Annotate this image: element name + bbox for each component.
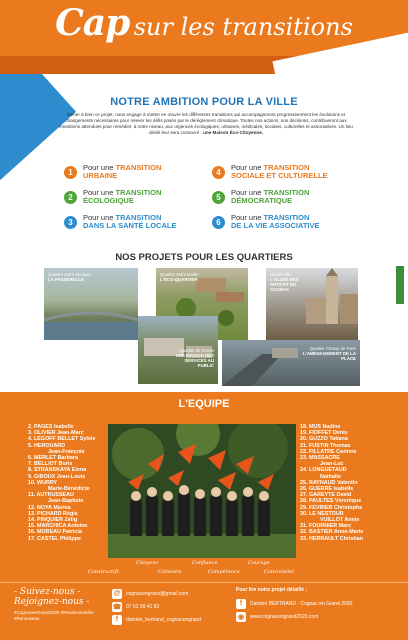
team-member: 27. GAREYTE David	[300, 492, 352, 499]
value-word: Courage	[248, 560, 270, 566]
project-quartier: Quartier Saint Jacques	[48, 272, 91, 277]
project-photo-crouin	[138, 316, 218, 384]
team-member: 4. LEGOFF BELLET Sylvie	[28, 436, 96, 443]
team-member: 30. LE NESTOUR	[300, 510, 344, 517]
transition-word: TRANSITION	[263, 162, 310, 172]
team-member: 28. PAULTES Véronique	[300, 498, 362, 505]
pour-text: Pour une	[83, 187, 114, 197]
ambition-text-2: Un lieu dédié leur sera consacré :	[148, 124, 353, 135]
team-member: Jean-François	[48, 448, 85, 455]
team-list-right	[300, 424, 406, 542]
fb-page-link[interactable]: Damien BERTRAND - Cognac en Grand 2020	[250, 600, 353, 607]
follow-block	[14, 587, 100, 621]
project-photo-passerelle	[44, 268, 138, 340]
phone-row[interactable]	[112, 600, 224, 613]
team-member: 2. PAGES Isabelle	[28, 424, 74, 430]
value-word: Constructifs	[88, 569, 120, 575]
mail-icon: @	[113, 590, 121, 597]
value-word: Compétence	[208, 569, 240, 575]
team-member: 16. MOREAU Patricia	[28, 529, 82, 536]
pour-text: Pour une	[83, 162, 114, 172]
team-member: 17. CASTEL Philippe	[28, 535, 81, 542]
projects-title: NOS PROJETS POUR LES QUARTIERS	[115, 252, 293, 263]
project-label	[296, 346, 356, 361]
team-member: 25. RAYNAUD Valentin	[300, 479, 358, 486]
project-name: UNE MAISON DES SERVICES AU PUBLIC	[175, 353, 214, 368]
team-member: 5. HEROUARD	[28, 442, 66, 449]
team-member: 26. GUERRE Isabelle	[300, 486, 354, 493]
number-badge: 6	[212, 216, 225, 229]
team-photo-illustration	[108, 424, 296, 558]
number-badge: 2	[64, 191, 77, 204]
contact-block	[112, 587, 224, 626]
value-word: Convivialité	[264, 569, 295, 575]
transition-label	[83, 214, 176, 231]
transition-label	[83, 164, 161, 181]
transition-word: TRANSITION	[115, 187, 162, 197]
fb-page-row[interactable]	[236, 597, 396, 610]
projects-section	[0, 240, 408, 388]
transition-word: TRANSITION	[115, 212, 162, 222]
ambition-text-1: Mener à bien ce projet, nous engage à mettre en œuvre les différentes transitions qui accompagneront progressivement les évolutions et changements nécessaires pour relever les défis posés par le dérèglement climatique. Toutes nos actions, nos décisions, contribueront aux transitions attendues pour remédier, à notre niveau, aux urgences écologiques, urbaines, médicales, sociales, culturelles et associatives.	[59, 112, 347, 129]
facebook-row[interactable]	[112, 613, 224, 626]
ambition-title: NOTRE AMBITION POUR LA VILLE	[110, 96, 298, 108]
transition-label	[231, 164, 328, 181]
number-badge: 4	[212, 166, 225, 179]
team-member: 7. BELLIOT Boris	[28, 461, 73, 468]
follow-line-1: - Suivez-nous -	[14, 587, 81, 597]
project-name: L'ALLÉE DES ARTS ET DU COGNAC	[270, 277, 299, 292]
transition-name: DE LA VIE ASSOCIATIVE	[231, 221, 320, 230]
team-member: 13. PICHARD Régis	[28, 510, 78, 517]
transition-label	[231, 214, 319, 231]
facebook-handle[interactable]: damien_bertrand_cognacengrand	[126, 616, 202, 623]
value-word: Cohésion	[158, 569, 182, 575]
equipe-section	[0, 392, 408, 582]
transition-word: TRANSITION	[263, 212, 310, 222]
project-label	[160, 272, 200, 282]
number-badge: 1	[64, 166, 77, 179]
transition-item	[64, 185, 214, 209]
transition-item	[212, 160, 362, 184]
team-member: Nathalie	[320, 473, 341, 480]
title-main: Cap	[55, 2, 130, 44]
facebook-icon: f	[236, 599, 246, 609]
transition-word: TRANSITION	[263, 187, 310, 197]
globe-icon: ◉	[237, 613, 245, 621]
team-member: Jean-Luc	[320, 461, 344, 468]
pour-text: Pour une	[231, 162, 262, 172]
project-name: L'AMÉNAGEMENT DE LA PLACE	[303, 351, 356, 361]
phone-number[interactable]: 07 62 99 41 82	[126, 603, 160, 610]
transition-name: ÉCOLOGIQUE	[83, 196, 134, 205]
team-member: VUILLOT Annie	[320, 517, 360, 524]
transitions-list	[64, 160, 364, 234]
team-member: 18. MUS Nadine	[300, 424, 341, 430]
value-word: Confiance	[192, 560, 218, 566]
team-member: Jean-Baptiste	[48, 498, 84, 505]
side-badge	[396, 266, 404, 304]
team-member: 3. OLIVIER Jean-Marc	[28, 430, 84, 437]
hashtags: #CognacenGrand2020 #Rendezmoiville #Renouveau	[14, 610, 94, 621]
pour-text: Pour une	[83, 212, 114, 222]
value-word: Citoyens	[136, 560, 159, 566]
number-badge: 5	[212, 191, 225, 204]
team-member: 32. BASTIER Anne-Marie	[300, 529, 364, 536]
team-member: 20. GUZZO Tatiana	[300, 436, 348, 443]
transition-item	[212, 210, 362, 234]
project-name: L'ÉCO-QUARTIER	[160, 277, 198, 282]
transition-label	[83, 189, 161, 206]
team-member: 8. STRANSKAYA Elena	[28, 467, 87, 474]
transition-name: URBAINE	[83, 171, 118, 180]
team-member: 11. AUTRUSSEAU	[28, 492, 74, 499]
values-words	[88, 560, 296, 580]
team-member: 22. FILLATRE Corinne	[300, 448, 357, 455]
pour-text: Pour une	[231, 212, 262, 222]
transition-name: SOCIALE ET CULTURELLE	[231, 171, 328, 180]
ambition-paragraph	[56, 112, 356, 136]
transition-item	[64, 160, 214, 184]
ambition-section	[0, 74, 408, 240]
project-label	[270, 272, 310, 292]
transition-item	[212, 185, 362, 209]
website-row[interactable]	[236, 610, 396, 623]
more-block	[236, 587, 396, 623]
team-member: 31. FOURNIER Marc	[300, 523, 352, 530]
team-member: 33. HERRAULT Christian	[300, 535, 364, 542]
project-photo-allee	[266, 268, 358, 340]
phone-icon: ☎	[112, 603, 122, 611]
team-photo	[108, 424, 296, 558]
team-member: 29. FEVRIER Christophe	[300, 504, 363, 511]
team-member: 12. NOYA Marina	[28, 504, 71, 511]
team-member: 21. FUSTIN Thomas	[300, 442, 351, 449]
project-label	[172, 348, 214, 368]
team-member: 15. MARCHICA Antoine	[28, 523, 88, 530]
project-quartier: Quartier de Crouin	[179, 348, 214, 353]
transition-label	[231, 189, 309, 206]
project-photo-champ-de-foire	[222, 340, 360, 386]
page-title	[0, 2, 408, 44]
team-member: 6. MERLET Barbara	[28, 455, 79, 462]
follow-line-2: Rejoignez-nous -	[14, 597, 90, 607]
project-quartier: Centre Ville	[270, 272, 292, 277]
transition-name: DANS LA SANTÉ LOCALE	[83, 221, 177, 230]
ambition-text-2-bold: une Maison Éco-Citoyenne.	[203, 130, 264, 135]
title-rest: sur les transitions	[133, 13, 353, 41]
email-row[interactable]	[112, 587, 224, 600]
team-member: 14. PINQUIER Zélig	[28, 517, 78, 524]
team-member: 24. LONGUETAUD	[300, 467, 347, 474]
project-quartier: Quartier Champ de Foire	[309, 346, 356, 351]
team-member: 19. FIOFFET Denis	[300, 430, 348, 437]
transition-name: DÉMOCRATIQUE	[231, 196, 293, 205]
pour-text: Pour une	[231, 187, 262, 197]
header-banner	[0, 0, 408, 74]
transition-item	[64, 210, 214, 234]
team-member: 10. WURRY	[28, 479, 58, 486]
equipe-title: L'EQUIPE	[178, 398, 230, 410]
email-link[interactable]: cognacengrand@gmail.com	[126, 590, 189, 597]
transition-word: TRANSITION	[115, 162, 162, 172]
more-heading: Pour lire notre projet détaillé :	[236, 587, 308, 593]
team-member: Marie-Bénédicte	[48, 486, 90, 493]
number-badge: 3	[64, 216, 77, 229]
team-list-left	[28, 424, 108, 542]
facebook-icon: f	[112, 615, 122, 625]
project-quartier: Quartier Saint Martin	[160, 272, 199, 277]
team-member: 23. MASSACRE	[300, 455, 340, 462]
project-name: LA PASSERELLE	[48, 277, 84, 282]
team-member: 9. GIROUX Jean-Louis	[28, 473, 86, 480]
website-link[interactable]: www.cognacengrand2020.com	[250, 613, 319, 620]
footer	[0, 582, 408, 640]
project-label	[48, 272, 108, 282]
